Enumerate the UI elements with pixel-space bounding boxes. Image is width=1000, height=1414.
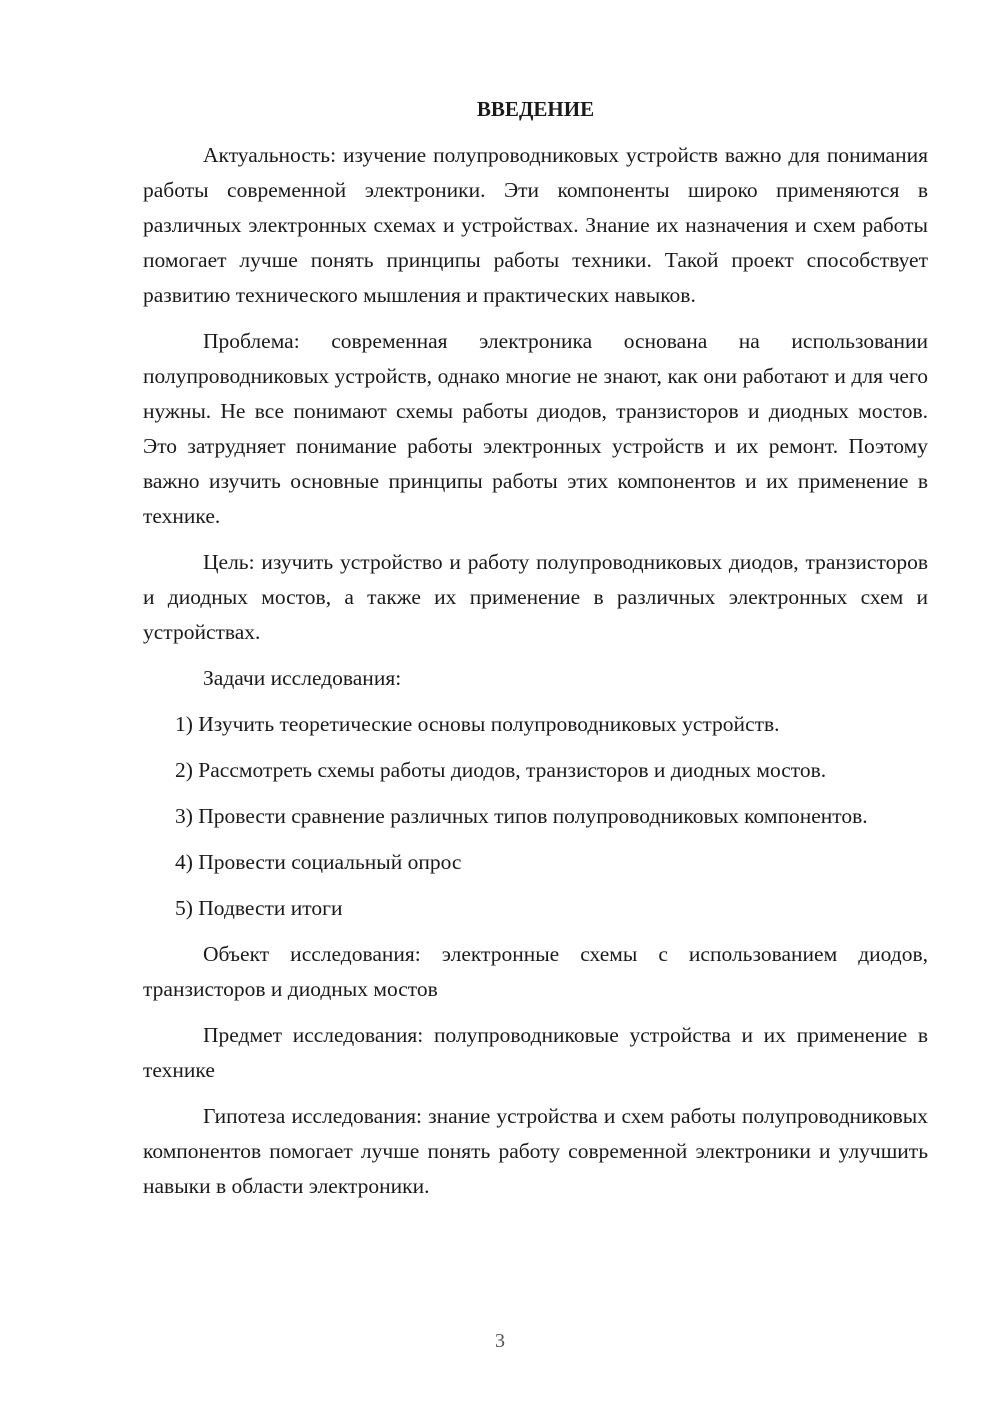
paragraph-hypothesis: Гипотеза исследования: знание устройства и схем работы полупроводниковых компонентов помогает лучше понять работу современной электроники и улучшить навыки в области электроники. [143, 1104, 928, 1198]
task-item-1: 1) Изучить теоретические основы полупроводниковых устройств. [175, 712, 780, 736]
page-title: ВВЕДЕНИЕ [476, 97, 595, 121]
paragraph-tasks-heading: Задачи исследования: [203, 666, 402, 690]
paragraph-relevance: Актуальность: изучение полупроводниковых устройств важно для понимания работы современной электроники. Эти компоненты широко применяются в различных электронных схемах и устройствах. Знание их назначения и схем работы помогает лучше понять принципы работы техники. Такой проект способствует развитию технического мышления и практических навыков. [143, 143, 928, 307]
paragraph-goal: Цель: изучить устройство и работу полупроводниковых диодов, транзисторов и диодных мостов, а также их применение в различных электронных схем и устройствах. [143, 550, 928, 644]
task-item-4: 4) Провести социальный опрос [175, 850, 462, 874]
paragraph-subject: Предмет исследования: полупроводниковые устройства и их применение в технике [143, 1023, 928, 1082]
document-page [143, 92, 928, 1215]
paragraph-object: Объект исследования: электронные схемы с использованием диодов, транзисторов и диодных мостов [143, 942, 928, 1001]
paragraph-problem: Проблема: современная электроника основана на использовании полупроводниковых устройств, однако многие не знают, как они работают и для чего нужны. Не все понимают схемы работы диодов, транзисторов и диодных мостов. Это затрудняет понимание работы электронных устройств и их ремонт. Поэтому важно изучить основные принципы работы этих компонентов и их применение в технике. [143, 329, 928, 528]
task-item-3: 3) Провести сравнение различных типов полупроводниковых компонентов. [175, 804, 868, 828]
page-number: 3 [495, 1330, 505, 1352]
task-item-2: 2) Рассмотреть схемы работы диодов, транзисторов и диодных мостов. [175, 758, 827, 782]
task-item-5: 5) Подвести итоги [175, 896, 343, 920]
